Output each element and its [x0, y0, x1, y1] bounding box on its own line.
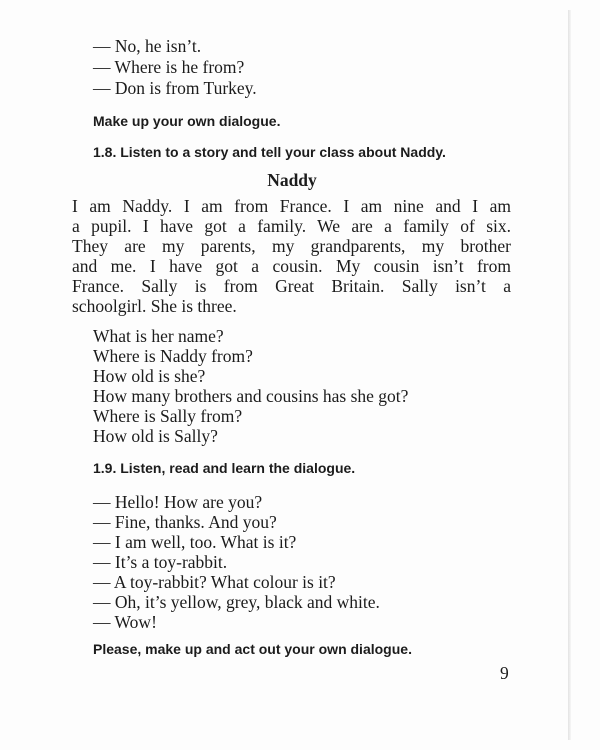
- page-number: 9: [500, 663, 509, 683]
- story-line: and me. I have got a cousin. My cousin isn’t from: [72, 256, 511, 276]
- question: How old is she?: [93, 366, 206, 386]
- exercise-1-8-heading: 1.8. Listen to a story and tell your class about Naddy.: [93, 144, 446, 160]
- dialogue-line: — No, he isn’t.: [93, 36, 202, 56]
- exercise-1-9-heading: 1.9. Listen, read and learn the dialogue.: [93, 460, 356, 476]
- page-edge-shadow: [568, 10, 571, 740]
- question: Where is Naddy from?: [93, 346, 253, 366]
- question: Where is Sally from?: [93, 406, 243, 426]
- dialogue-line: — It’s a toy-rabbit.: [93, 552, 228, 572]
- dialogue-line: — Fine, thanks. And you?: [93, 512, 277, 532]
- story-line: a pupil. I have got a family. We are a family of six.: [72, 216, 511, 236]
- story-line: I am Naddy. I am from France. I am nine and I am: [72, 196, 511, 216]
- story-line: schoolgirl. She is three.: [72, 296, 237, 316]
- question: How many brothers and cousins has she got?: [93, 386, 409, 406]
- instruction-act-out-dialogue: Please, make up and act out your own dialogue.: [93, 641, 412, 657]
- question: What is her name?: [93, 326, 224, 346]
- story-line: They are my parents, my grandparents, my brother: [72, 236, 511, 256]
- question: How old is Sally?: [93, 426, 218, 446]
- instruction-make-up-dialogue: Make up your own dialogue.: [93, 113, 281, 129]
- story-title: Naddy: [267, 170, 317, 190]
- dialogue-line: — Hello! How are you?: [93, 492, 263, 512]
- dialogue-line: — Oh, it’s yellow, grey, black and white.: [93, 592, 380, 612]
- story-line: France. Sally is from Great Britain. Sally isn’t a: [72, 276, 511, 296]
- dialogue-line: — Don is from Turkey.: [93, 78, 257, 98]
- dialogue-line: — Where is he from?: [93, 57, 245, 77]
- dialogue-line: — I am well, too. What is it?: [93, 532, 297, 552]
- dialogue-line: — A toy-rabbit? What colour is it?: [93, 572, 336, 592]
- dialogue-line: — Wow!: [93, 612, 157, 632]
